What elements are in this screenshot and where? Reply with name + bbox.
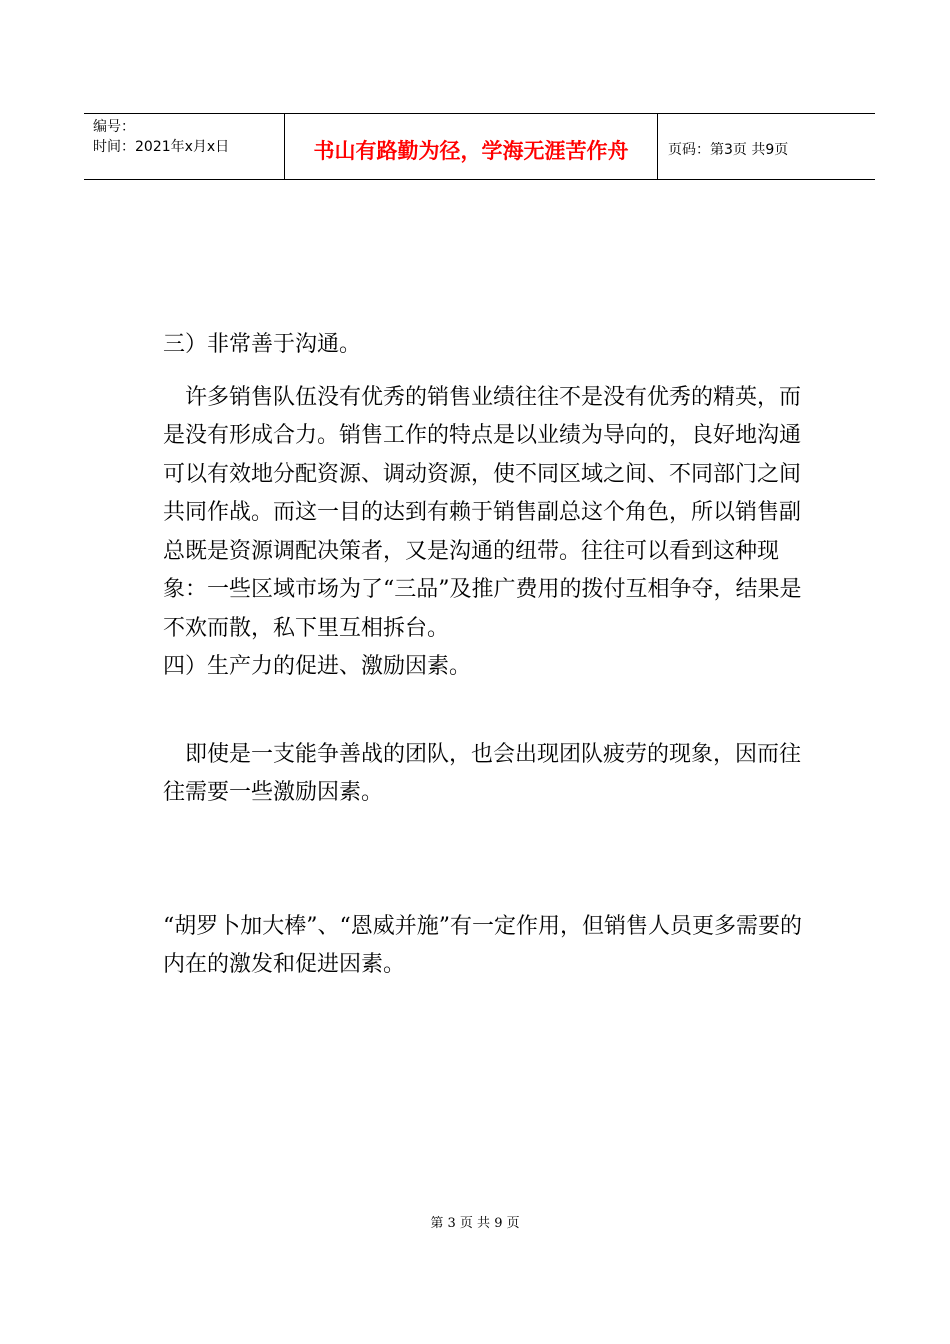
header-page-info: 页码：第3页 共9页 [668, 141, 789, 158]
document-header [84, 113, 875, 180]
header-meta [84, 114, 285, 179]
section-heading-3: 三）非常善于沟通。 [163, 332, 362, 357]
document-body [163, 326, 803, 985]
paragraph-motivation: “胡罗卜加大棒”、“恩威并施”有一定作用，但销售人员更多需要的内在的激发和促进因素。 [163, 913, 802, 977]
section-heading-4: 四）生产力的促进、激励因素。 [163, 654, 472, 679]
number-label: 编号： [93, 119, 135, 135]
paragraph-communication: 许多销售队伍没有优秀的销售业绩往往不是没有优秀的精英，而是没有形成合力。销售工作的特点是以业绩为导向的，良好地沟通可以有效地分配资源、调动资源，使不同区域之间、不同部门之间共同作战。而这一目的达到有赖于销售副总这个角色，所以销售副总既是资源调配决策者，又是沟通的纽带。往往可以看到这种现象：一些区域市场为了“三品”及推广费用的拨付互相争夺，结果是不欢而散，私下里互相拆台。 [163, 384, 802, 641]
time-label: 时间：2021年x月x日 [93, 139, 230, 155]
header-motto: 书山有路勤为径，学海无涯苦作舟 [285, 114, 658, 179]
page-footer: 第 3 页 共 9 页 [430, 1216, 520, 1231]
paragraph-team-fatigue: 即使是一支能争善战的团队，也会出现团队疲劳的现象，因而往往需要一些激励因素。 [163, 741, 802, 805]
